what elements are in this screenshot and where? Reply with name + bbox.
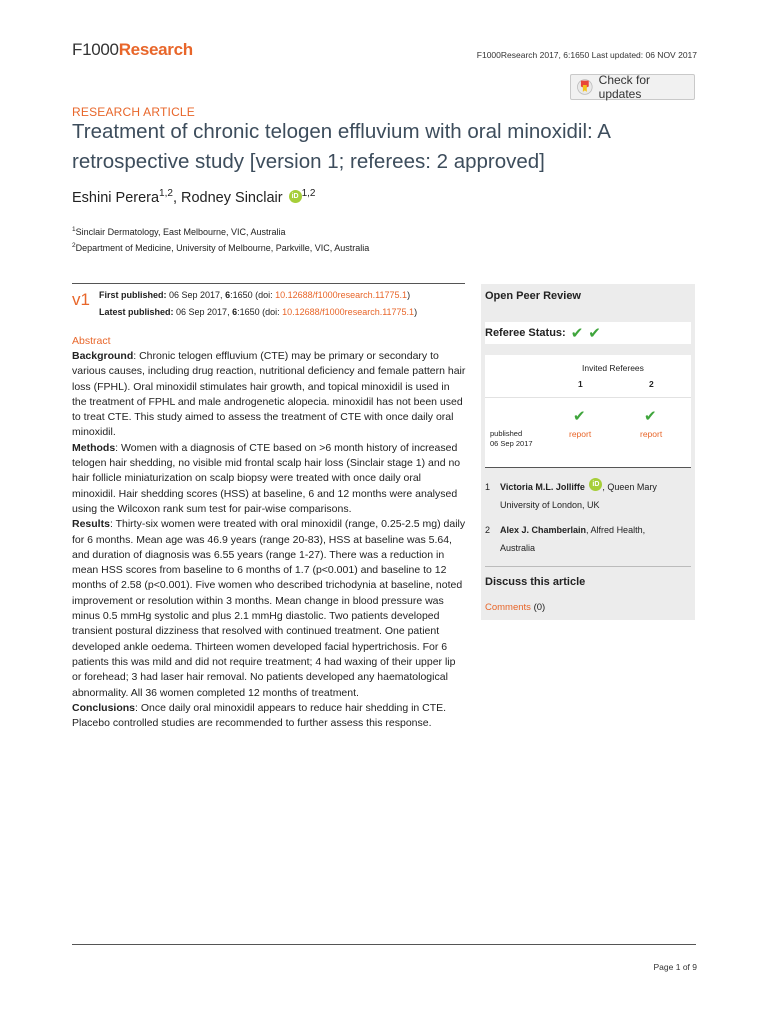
page-number: Page 1 of 9 [653, 962, 697, 972]
abstract-section [72, 441, 466, 517]
orcid-icon[interactable]: iD [289, 190, 302, 203]
version-label: v1 [72, 290, 90, 309]
divider [485, 467, 691, 468]
section-label: Results [72, 518, 110, 531]
comments-count: (0) [533, 602, 546, 613]
referee-affil: , Alfred Health, [586, 525, 646, 535]
article-type: RESEARCH ARTICLE [72, 105, 196, 119]
referee-name[interactable]: Alex J. Chamberlain [500, 525, 587, 535]
section-text: : Chronic telogen effluvium (CTE) may be primary or secondary to various causes, including drug reaction, nutritional deficiency and female pattern hair loss (FPHL). Oral minoxidil stimulates hair growth, and topical minoxidil is used in the treatment of FPHL and male androgenetic alopecia. minoxidil has not been used to treat CTE. This study aimed to assess the treatment of CTE with once daily oral minoxidil. [72, 350, 466, 439]
logo-f1000: F1000 [72, 40, 119, 59]
referee-entry [485, 521, 691, 557]
abstract-section [72, 517, 466, 701]
latest-published-label: Latest published: [99, 307, 174, 317]
header-meta: F1000Research 2017, 6:1650 Last updated: 06 NOV 2017 [476, 50, 697, 60]
section-text: : Thirty-six women were treated with oral minoxidil (range, 0.25-2.5 mg) daily for 6 months. Mean age was 46.9 years (range 20-83), HSS at baseline was 5.64, and duration of diagnosis was 6.55 years (range 1-27). There was a reduction in mean HSS scores from baseline to 6 months of 1.7 (p<0.001) and baseline to 12 months of 2.58 (p<0.001). Five women who described trichodynia at baseline, noted improvement or resolution within 3 months. Mean change in blood pressure was minus 0.5 mmHg systolic and plus 2.1 mmHg diastolic. Two patients developed transient postural dizziness that resolved with continued treatment. One patient developed ankle oedema. Thirteen women developed facial hypertrichosis. For 6 patients this was mild and did not require treatment; 4 had waxing of their upper lip or forehead; 3 had laser hair removal. No patients developed any haematological abnormality. All 36 women completed 12 months of treatment. [72, 518, 466, 699]
referee-index: 1 [485, 482, 491, 492]
published-label: published [490, 429, 523, 438]
paren: ) [414, 307, 418, 317]
affil-sup: 2 [72, 242, 76, 249]
author-name[interactable]: , Rodney Sinclair [172, 189, 283, 206]
section-text: : Once daily oral minoxidil appears to reduce hair shedding in CTE. Placebo controlled studies are recommended to further assess this response. [72, 701, 447, 730]
referee-status [485, 322, 691, 344]
referee-entry [485, 478, 691, 514]
article-title: Treatment of chronic telogen effluvium with oral minoxidil: A retrospective study [version 1; referees: 2 approved] [72, 120, 610, 173]
abstract-section [72, 701, 466, 732]
check-updates-label: Check for updates [598, 73, 651, 101]
discuss-heading: Discuss this article [485, 576, 586, 588]
divider [72, 283, 465, 284]
referee-number: 2 [649, 379, 654, 389]
referee-table [485, 355, 691, 467]
divider [485, 397, 691, 398]
article-number: :1650 (doi: [230, 290, 276, 300]
latest-published-date: 06 Sep 2017, [173, 307, 233, 317]
abstract-section [72, 349, 466, 441]
approved-check-icon: ✔ [644, 408, 657, 425]
affil-text: Sinclair Dermatology, East Melbourne, VIC, Australia [75, 227, 286, 237]
affil-sup: 1 [72, 226, 76, 233]
referee-status-label: Referee Status: [485, 327, 566, 339]
author-name[interactable]: Eshini Perera [72, 189, 160, 206]
approved-check-icon: ✔ [588, 325, 601, 342]
referee-name[interactable]: Victoria M.L. Jolliffe [500, 482, 585, 492]
approved-check-icon: ✔ [570, 325, 584, 342]
referee-affil: , Queen Mary [602, 482, 657, 492]
logo-research: Research [118, 40, 193, 59]
doi-link[interactable]: 10.12688/f1000research.11775.1 [275, 290, 408, 300]
section-label: Methods [72, 441, 116, 454]
check-updates-icon [577, 78, 593, 96]
footer-divider [72, 944, 696, 945]
comments-line [485, 602, 545, 613]
referee-number: 1 [578, 379, 583, 389]
first-published-date: 06 Sep 2017, [166, 290, 226, 300]
author-affil-sup: 1,2 [301, 188, 316, 199]
peer-review-title: Open Peer Review [485, 290, 581, 302]
volume: 6 [232, 307, 238, 317]
paren: ) [407, 290, 411, 300]
abstract-heading: Abstract [72, 335, 111, 347]
invited-referees-label: Invited Referees [582, 363, 644, 373]
article-number: :1650 (doi: [237, 307, 283, 317]
published-date: 06 Sep 2017 [490, 439, 533, 448]
journal-logo[interactable] [72, 40, 193, 60]
check-updates-button[interactable] [570, 74, 695, 100]
referee-index: 2 [485, 525, 491, 535]
section-text: : Women with a diagnosis of CTE based on >6 month history of increased telogen hair shedding, no visible mid frontal scalp hair loss (Sinclair stage 1) and no hair follicle miniaturization on scalp biopsy were treated with once daily oral minoxidil. Hair shedding scores (HSS) at baseline, 6 and 12 months were analysed using the Wilcoxon rank sum test for pair-wise comparisons. [72, 441, 461, 515]
author-list [72, 188, 316, 206]
approved-check-icon: ✔ [573, 408, 586, 425]
comments-link[interactable]: Comments [485, 602, 531, 613]
doi-link[interactable]: 10.12688/f1000research.11775.1 [282, 307, 415, 317]
divider [485, 566, 691, 567]
affil-text: Department of Medicine, University of Melbourne, Parkville, VIC, Australia [75, 243, 370, 253]
latest-published-line [99, 307, 417, 317]
volume: 6 [225, 290, 231, 300]
first-published-line [99, 290, 410, 300]
orcid-icon[interactable]: iD [589, 478, 602, 491]
author-affil-sup: 1,2 [159, 188, 173, 199]
first-published-label: First published: [99, 290, 167, 300]
affiliation [72, 226, 286, 237]
referee-report-link[interactable]: report [569, 429, 592, 439]
referee-report-link[interactable]: report [640, 429, 663, 439]
section-label: Conclusions [72, 701, 136, 714]
abstract-body [72, 349, 466, 731]
referee-affil: University of London, UK [500, 500, 600, 510]
referee-affil: Australia [500, 543, 536, 553]
section-label: Background [72, 350, 134, 362]
affiliation [72, 242, 369, 253]
